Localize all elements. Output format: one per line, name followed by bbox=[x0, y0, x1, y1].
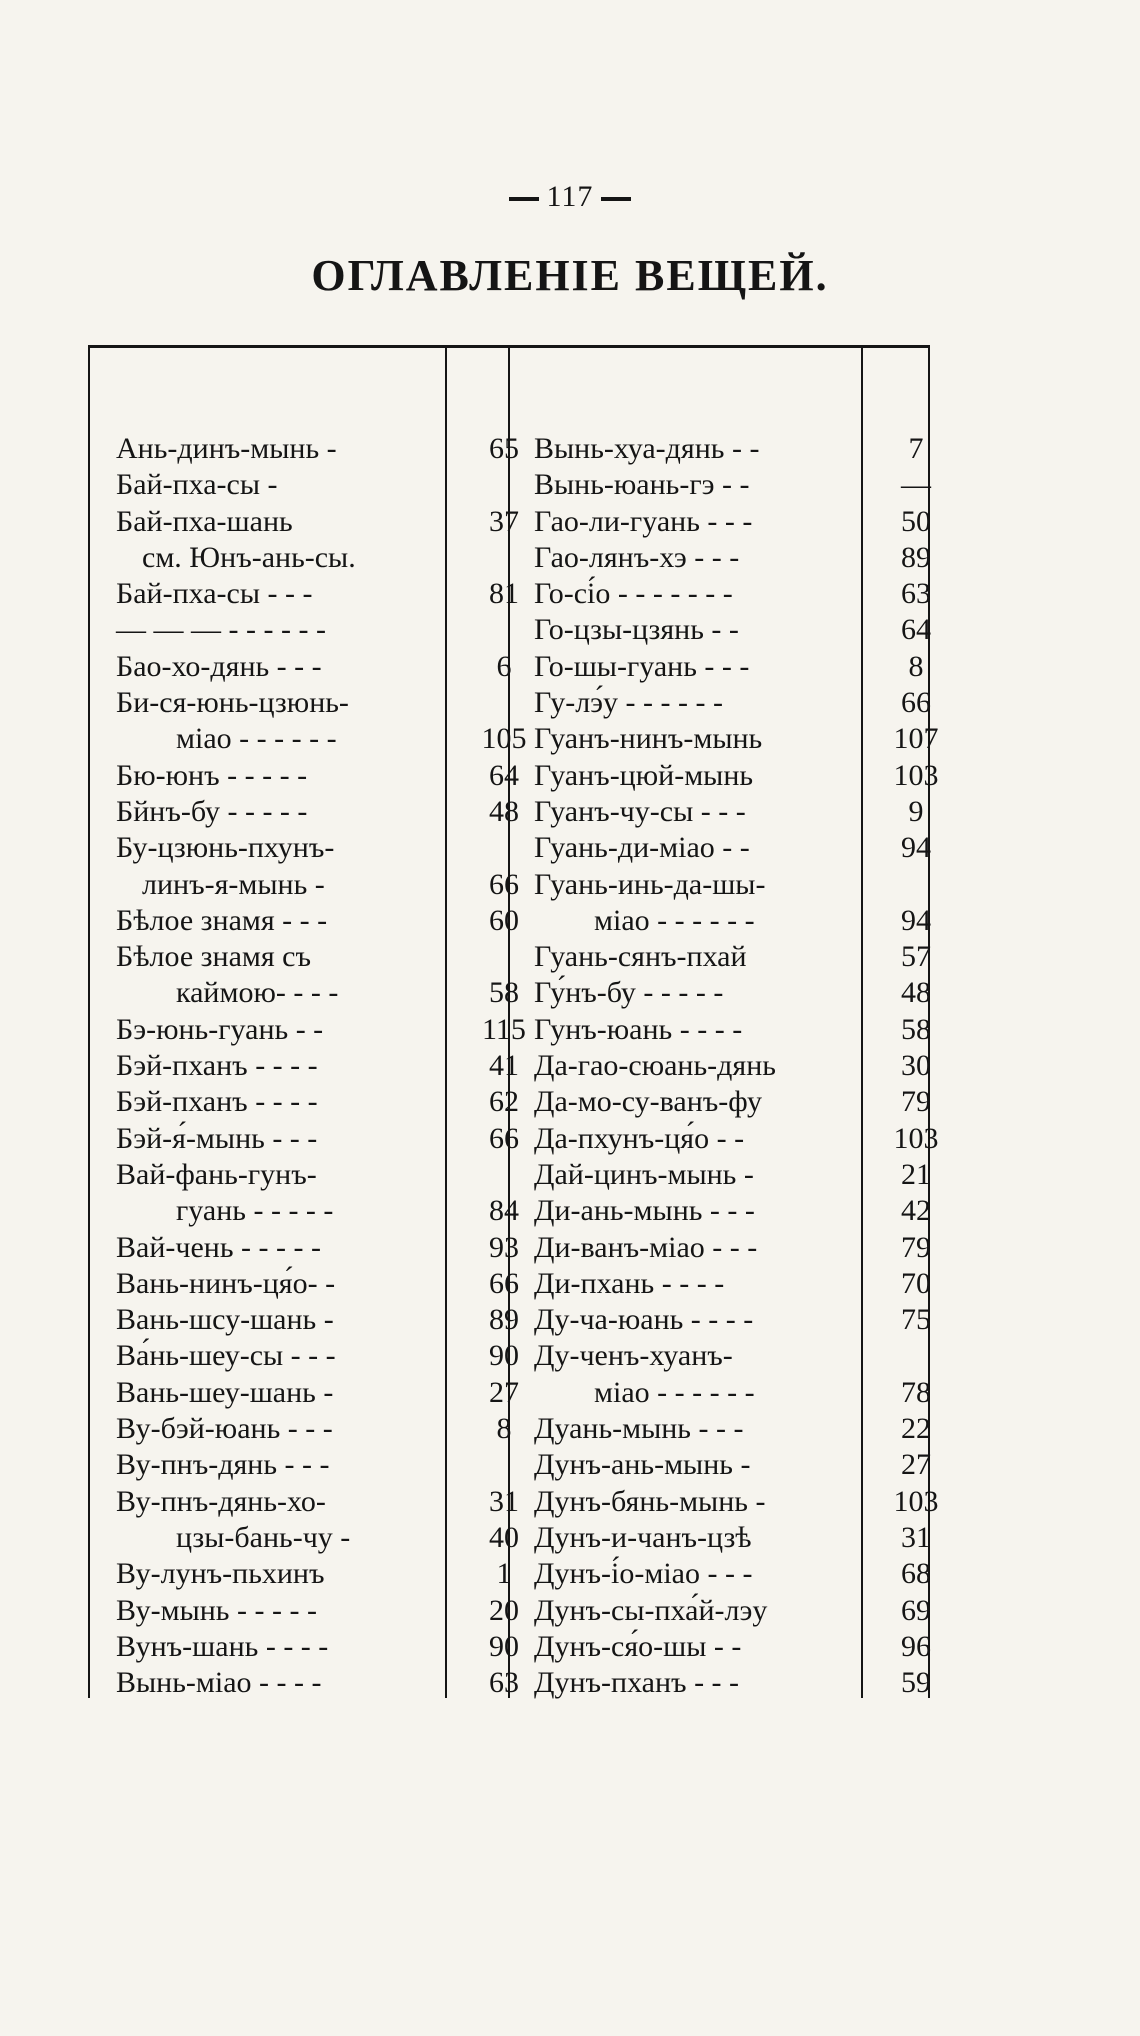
index-entry: Бай-пха-шань bbox=[116, 504, 293, 538]
index-entry: Вань-шсу-шань - bbox=[116, 1303, 334, 1337]
index-entry: Да-гао-сюань-дянь bbox=[534, 1049, 776, 1083]
page-ref: 31 bbox=[489, 1484, 519, 1518]
index-row bbox=[116, 1266, 519, 1302]
index-row bbox=[534, 867, 924, 903]
index-entry: Гао-ли-гуань - - - bbox=[534, 504, 753, 538]
index-row bbox=[116, 721, 527, 757]
index-row bbox=[534, 1411, 931, 1447]
index-entry: Дунъ-пханъ - - - bbox=[534, 1666, 740, 1700]
index-entry: Вань-шеу-шань - bbox=[116, 1375, 334, 1409]
index-row bbox=[534, 975, 931, 1011]
index-entry: Го-шы-гуань - - - bbox=[534, 649, 750, 683]
index-row bbox=[116, 939, 516, 975]
index-entry: Бэй-пханъ - - - - bbox=[116, 1049, 318, 1083]
page-ref: 9 bbox=[908, 794, 924, 828]
page-ref: 103 bbox=[893, 1121, 939, 1155]
index-entry: Ва́нь-шеу-сы - - - bbox=[116, 1339, 336, 1373]
index-entry: Гуанъ-чу-сы - - - bbox=[534, 794, 746, 828]
index-entry: Ву-пнъ-дянь - - - bbox=[116, 1448, 330, 1482]
index-row bbox=[116, 1520, 519, 1556]
index-row bbox=[534, 431, 924, 467]
index-row bbox=[116, 1447, 516, 1483]
page-ref: 60 bbox=[489, 903, 519, 937]
index-entry: Вунъ-шань - - - - bbox=[116, 1629, 329, 1663]
page-ref: 94 bbox=[901, 903, 931, 937]
index-row bbox=[116, 794, 519, 830]
index-entry: Дунъ-и-чанъ-цзѣ bbox=[534, 1520, 752, 1554]
index-row bbox=[116, 975, 519, 1011]
index-row bbox=[116, 830, 516, 866]
index-row bbox=[534, 504, 931, 540]
index-row bbox=[116, 1375, 519, 1411]
index-row bbox=[534, 1121, 939, 1157]
page-ref: 48 bbox=[901, 976, 931, 1010]
index-row bbox=[534, 794, 924, 830]
page-ref: 8 bbox=[496, 1412, 512, 1446]
index-entry: см. Юнъ-ань-сы. bbox=[142, 540, 356, 574]
page-ref: 1 bbox=[496, 1557, 512, 1591]
index-row bbox=[116, 1484, 519, 1520]
index-entry: Вынь-міао - - - - bbox=[116, 1666, 322, 1700]
index-row bbox=[534, 576, 931, 612]
page-ref: 20 bbox=[489, 1593, 519, 1627]
index-entry: Бю-юнъ - - - - - bbox=[116, 758, 308, 792]
left-dash bbox=[509, 197, 539, 201]
index-entry: міао - - - - - - bbox=[176, 722, 337, 756]
index-entry: міао - - - - - - bbox=[594, 1375, 755, 1409]
index-row bbox=[534, 1593, 931, 1629]
index-row bbox=[534, 1338, 924, 1374]
index-entry: Вань-нинъ-ця́о- - bbox=[116, 1266, 336, 1300]
table-border-left bbox=[88, 348, 90, 1698]
index-entry: Гуанъ-цюй-мынь bbox=[534, 758, 754, 792]
page-ref: 48 bbox=[489, 794, 519, 828]
index-entry: Да-пхунъ-ця́о - - bbox=[534, 1121, 745, 1155]
index-row bbox=[534, 758, 939, 794]
index-row bbox=[534, 1302, 931, 1338]
index-entry: Бэй-я́-мынь - - - bbox=[116, 1121, 318, 1155]
page-ref: 30 bbox=[901, 1049, 931, 1083]
page-ref: 63 bbox=[489, 1666, 519, 1700]
page-ref: 89 bbox=[901, 540, 931, 574]
index-entry: Вынь-юань-гэ - - bbox=[534, 468, 750, 502]
index-row bbox=[534, 1484, 939, 1520]
page-ref: 107 bbox=[893, 722, 939, 756]
page-ref: 62 bbox=[489, 1085, 519, 1119]
page-ref: 75 bbox=[901, 1303, 931, 1337]
page-ref: 103 bbox=[893, 758, 939, 792]
page-ref: 79 bbox=[901, 1230, 931, 1264]
page-ref: 64 bbox=[901, 613, 931, 647]
index-entry: каймою- - - - bbox=[176, 976, 339, 1010]
page-title: ОГЛАВЛЕНІЕ ВЕЩЕЙ. bbox=[311, 251, 829, 300]
index-entry: Ань-динъ-мынь - bbox=[116, 432, 337, 465]
page-ref: 81 bbox=[489, 577, 519, 611]
page-ref: 89 bbox=[489, 1303, 519, 1337]
index-row bbox=[116, 504, 519, 540]
index-entry: Ву-бэй-юань - - - bbox=[116, 1412, 333, 1446]
index-row bbox=[116, 540, 516, 576]
page-ref: 58 bbox=[901, 1012, 931, 1046]
index-row bbox=[116, 1302, 519, 1338]
page-ref: 37 bbox=[489, 504, 519, 538]
index-row bbox=[116, 758, 519, 794]
index-entry: Гу-лэ́у - - - - - - bbox=[534, 686, 723, 720]
index-entry: Гао-лянъ-хэ - - - bbox=[534, 540, 740, 574]
index-entry: Ди-пхань - - - - bbox=[534, 1266, 725, 1300]
index-entry: Бай-пха-сы - - - bbox=[116, 577, 313, 611]
index-row bbox=[534, 1375, 931, 1411]
index-entry: Бѣлое знамя съ bbox=[116, 940, 311, 974]
index-row bbox=[116, 1411, 516, 1447]
index-entry: Го-сі́о - - - - - - - bbox=[534, 577, 733, 611]
page-number-text: 117 bbox=[546, 180, 594, 213]
index-row bbox=[116, 576, 519, 612]
index-entry: міао - - - - - - bbox=[594, 903, 755, 937]
index-entry: Го-цзы-цзянь - - bbox=[534, 613, 739, 647]
page-number bbox=[0, 180, 1140, 214]
index-row bbox=[116, 431, 519, 467]
page-ref: 59 bbox=[901, 1666, 931, 1700]
index-entry: Гунъ-юань - - - - bbox=[534, 1012, 743, 1046]
page-ref: — bbox=[901, 468, 931, 502]
index-row bbox=[534, 903, 931, 939]
index-entry: Дай-цинъ-мынь - bbox=[534, 1157, 754, 1191]
page-ref: 66 bbox=[901, 686, 931, 720]
index-entry: Дунъ-ся́о-шы - - bbox=[534, 1629, 742, 1663]
index-row bbox=[534, 1048, 931, 1084]
index-row bbox=[534, 830, 931, 866]
index-row bbox=[116, 1665, 519, 1701]
index-entry: Ву-мынь - - - - - bbox=[116, 1593, 317, 1627]
page-ref: 50 bbox=[901, 504, 931, 538]
page-ref: 40 bbox=[489, 1520, 519, 1554]
page-ref: 7 bbox=[908, 432, 924, 465]
index-entry: Бйнъ-бу - - - - - bbox=[116, 794, 308, 828]
index-row bbox=[116, 1157, 516, 1193]
index-entry: Вай-чень - - - - - bbox=[116, 1230, 321, 1264]
index-row bbox=[116, 867, 519, 903]
index-row bbox=[116, 1121, 519, 1157]
page-ref: 6 bbox=[496, 649, 512, 683]
page-ref: 70 bbox=[901, 1266, 931, 1300]
index-entry: Ду-ча-юань - - - - bbox=[534, 1303, 754, 1337]
index-row bbox=[534, 467, 931, 503]
page-ref: 90 bbox=[489, 1629, 519, 1663]
index-row bbox=[116, 685, 516, 721]
index-row bbox=[116, 1593, 519, 1629]
index-entry: Гуань-инь-да-шы- bbox=[534, 867, 766, 901]
page-ref: 79 bbox=[901, 1085, 931, 1119]
index-entry: Дуань-мынь - - - bbox=[534, 1412, 744, 1446]
page-ref: 65 bbox=[489, 432, 519, 465]
index-entry: Бэй-пханъ - - - - bbox=[116, 1085, 318, 1119]
index-row bbox=[116, 1556, 516, 1592]
page-ref: 63 bbox=[901, 577, 931, 611]
index-row bbox=[534, 1012, 931, 1048]
index-entry: Вай-фань-гунъ- bbox=[116, 1157, 317, 1191]
page-ref: 8 bbox=[908, 649, 924, 683]
index-entry: Би-ся-юнь-цзюнь- bbox=[116, 686, 349, 720]
index-entry: Дунъ-і́о-міао - - - bbox=[534, 1557, 753, 1591]
page-ref: 22 bbox=[901, 1412, 931, 1446]
index-entry: Ву-лунъ-пьхинъ bbox=[116, 1557, 325, 1591]
index-row bbox=[534, 1084, 931, 1120]
page-ref: 105 bbox=[481, 722, 527, 756]
index-entry: гуань - - - - - bbox=[176, 1194, 334, 1228]
page-ref: 90 bbox=[489, 1339, 519, 1373]
page-ref: 27 bbox=[901, 1448, 931, 1482]
index-row bbox=[534, 540, 931, 576]
index-entry: Гуанъ-нинъ-мынь bbox=[534, 722, 763, 756]
index-row bbox=[534, 721, 939, 757]
index-entry: Ду-ченъ-хуанъ- bbox=[534, 1339, 733, 1373]
right-dash bbox=[601, 197, 631, 201]
index-row bbox=[534, 612, 931, 648]
index-row bbox=[116, 467, 516, 503]
index-row bbox=[534, 1520, 931, 1556]
page-ref: 21 bbox=[901, 1157, 931, 1191]
index-row bbox=[116, 1629, 519, 1665]
index-row bbox=[116, 612, 516, 648]
index-row bbox=[116, 1230, 519, 1266]
index-row bbox=[534, 1556, 931, 1592]
index-entry: Бао-хо-дянь - - - bbox=[116, 649, 322, 683]
index-entry: Ди-ванъ-міао - - - bbox=[534, 1230, 758, 1264]
index-entry: Бѣлое знамя - - - bbox=[116, 903, 328, 937]
index-entry: Дунъ-ань-мынь - bbox=[534, 1448, 751, 1482]
index-row bbox=[534, 1447, 931, 1483]
index-entry: — — — - - - - - - bbox=[116, 613, 326, 647]
page-ref: 42 bbox=[901, 1194, 931, 1228]
left-column bbox=[116, 431, 527, 1701]
page-ref: 78 bbox=[901, 1375, 931, 1409]
index-entry: Гу́нъ-бу - - - - - bbox=[534, 976, 724, 1010]
index-row bbox=[534, 685, 931, 721]
index-row bbox=[116, 1084, 519, 1120]
index-entry: Вынь-хуа-дянь - - bbox=[534, 432, 760, 465]
index-entry: Да-мо-су-ванъ-фу bbox=[534, 1085, 762, 1119]
index-row bbox=[534, 1230, 931, 1266]
page-ref: 93 bbox=[489, 1230, 519, 1264]
page-ref: 96 bbox=[901, 1629, 931, 1663]
index-entry: Гуань-сянъ-пхай bbox=[534, 940, 747, 974]
index-entry: Дунъ-бянь-мынь - bbox=[534, 1484, 766, 1518]
index-entry: линъ-я-мынь - bbox=[142, 867, 325, 901]
index-entry: Дунъ-сы-пха́й-лэу bbox=[534, 1593, 768, 1627]
index-row bbox=[116, 1338, 519, 1374]
page-ref: 103 bbox=[893, 1484, 939, 1518]
index-row bbox=[116, 903, 519, 939]
page-ref: 66 bbox=[489, 1266, 519, 1300]
index-row bbox=[116, 1193, 519, 1229]
index-row bbox=[534, 1629, 931, 1665]
page-ref: 58 bbox=[489, 976, 519, 1010]
index-row bbox=[534, 649, 924, 685]
page-ref: 94 bbox=[901, 831, 931, 865]
index-table bbox=[88, 345, 939, 1700]
page-ref: 66 bbox=[489, 867, 519, 901]
page-ref: 27 bbox=[489, 1375, 519, 1409]
page-ref: 115 bbox=[482, 1012, 526, 1046]
index-row bbox=[116, 649, 516, 685]
page-ref: 57 bbox=[901, 940, 931, 974]
page-ref: 31 bbox=[901, 1520, 931, 1554]
page-ref: 68 bbox=[901, 1557, 931, 1591]
index-row bbox=[116, 1048, 519, 1084]
index-row bbox=[116, 1012, 526, 1048]
index-entry: Бэ-юнь-гуань - - bbox=[116, 1012, 324, 1046]
page-ref: 41 bbox=[489, 1049, 519, 1083]
page-ref: 84 bbox=[489, 1194, 519, 1228]
index-entry: Ди-ань-мынь - - - bbox=[534, 1194, 755, 1228]
index-entry: Бу-цзюнь-пхунъ- bbox=[116, 831, 335, 865]
index-row bbox=[534, 1157, 931, 1193]
right-column bbox=[534, 431, 939, 1701]
index-entry: Гуань-ди-міао - - bbox=[534, 831, 750, 865]
index-row bbox=[534, 1193, 931, 1229]
index-entry: Ву-пнъ-дянь-хо- bbox=[116, 1484, 326, 1518]
index-row bbox=[534, 1665, 931, 1701]
index-entry: цзы-бань-чу - bbox=[176, 1520, 351, 1554]
page-ref: 69 bbox=[901, 1593, 931, 1627]
index-row bbox=[534, 939, 931, 975]
page-ref: 66 bbox=[489, 1121, 519, 1155]
page-ref: 64 bbox=[489, 758, 519, 792]
index-entry: Бай-пха-сы - bbox=[116, 468, 278, 502]
index-row bbox=[534, 1266, 931, 1302]
